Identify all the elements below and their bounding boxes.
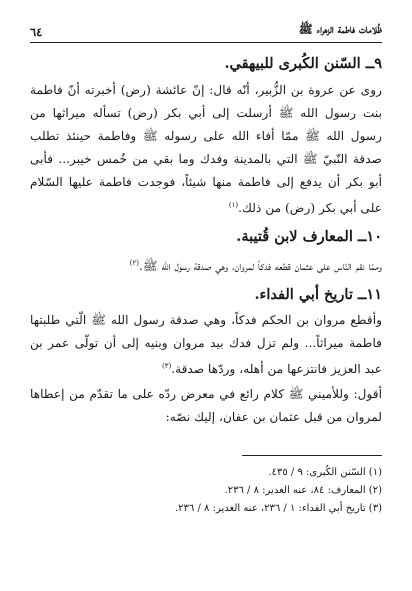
body-paragraph-maarif: [30, 252, 382, 278]
footnote-item: (٢) المعارف: ٨٤، عنه الغدير: ٨ / ٢٣٦.: [224, 485, 382, 497]
footnote-ref: (٢): [129, 258, 139, 267]
paragraph-text: وممّا نقم النّاس على عثمان قطعه فدكاً لمروان، وهي صدقة رسول الله ﷺ.: [139, 258, 382, 273]
footnote-item: (١) السّنن الكُبرى: ٩ / ٤٣٥.: [268, 467, 382, 479]
section-heading-sunan: ٩ــ السّنن الكُبرى للبيهقي.: [224, 55, 382, 72]
paragraph-text: وأقطع مروان بن الحكم فدكاً، وهي صدقة رسول الله ﷺ الّتي طلبتها فاطمة ميراثاً... ولم تزل فدك بيد مروان وبنيه إلى أن تولّى عمر بن عبد العزيز فانتزعها من أهله، وردّها صدقة.: [30, 313, 382, 377]
footnote-ref: (١): [228, 200, 239, 209]
closing-paragraph: أقول: وللأميني ﷺ كلام رائع في معرض ردّه على ما تقدّم من إعطاها لمروان من قبل عثمان بن عفان، إليك نصّه:: [30, 387, 382, 425]
footnote-ref: (٣): [161, 362, 172, 371]
footnotes: [30, 464, 382, 518]
paragraph-text: روى عن عروة بن الزُّبير، أنّه قال: إنّ عائشة (رض) أخبرته أنّ فاطمة بنت رسول الله ﷺ أرسلت إلى أبي بكر (رض) تسأله ميراثها من رسول الله ﷺ ممّا أفاء الله على رسوله ﷺ وفاطمة حينئذ تطلب صدقة النّبيّ ﷺ التي بالمدينة وفدك وما بقي من خُمس خيبر... فأبى أبو بكر أن يدفع إلى فاطمة منها شيئاً، فوجدت فاطمة عليها السّلام على أبي بكر (رض) من ذلك.: [30, 82, 382, 215]
section-heading-abulfida: ١١ــ تاريخ أبي الفداء.: [254, 285, 382, 303]
section-heading-maarif: ١٠ــ المعارف لابن قُتيبة.: [236, 227, 382, 245]
page-number: ٦٤: [30, 25, 43, 39]
body-paragraph-abulfida: [30, 309, 382, 381]
footnote-item: (٣) تاريخ أبي الفداء: ١ / ٢٣٦، عنه الغدير: ٨ / ٢٣٦.: [174, 503, 382, 515]
footnote-divider: [242, 455, 382, 456]
running-header: [30, 22, 382, 43]
running-title: ظُلامات فاطمة الزهراء ﷺ: [298, 22, 382, 36]
body-paragraph-sunan: [30, 79, 382, 220]
